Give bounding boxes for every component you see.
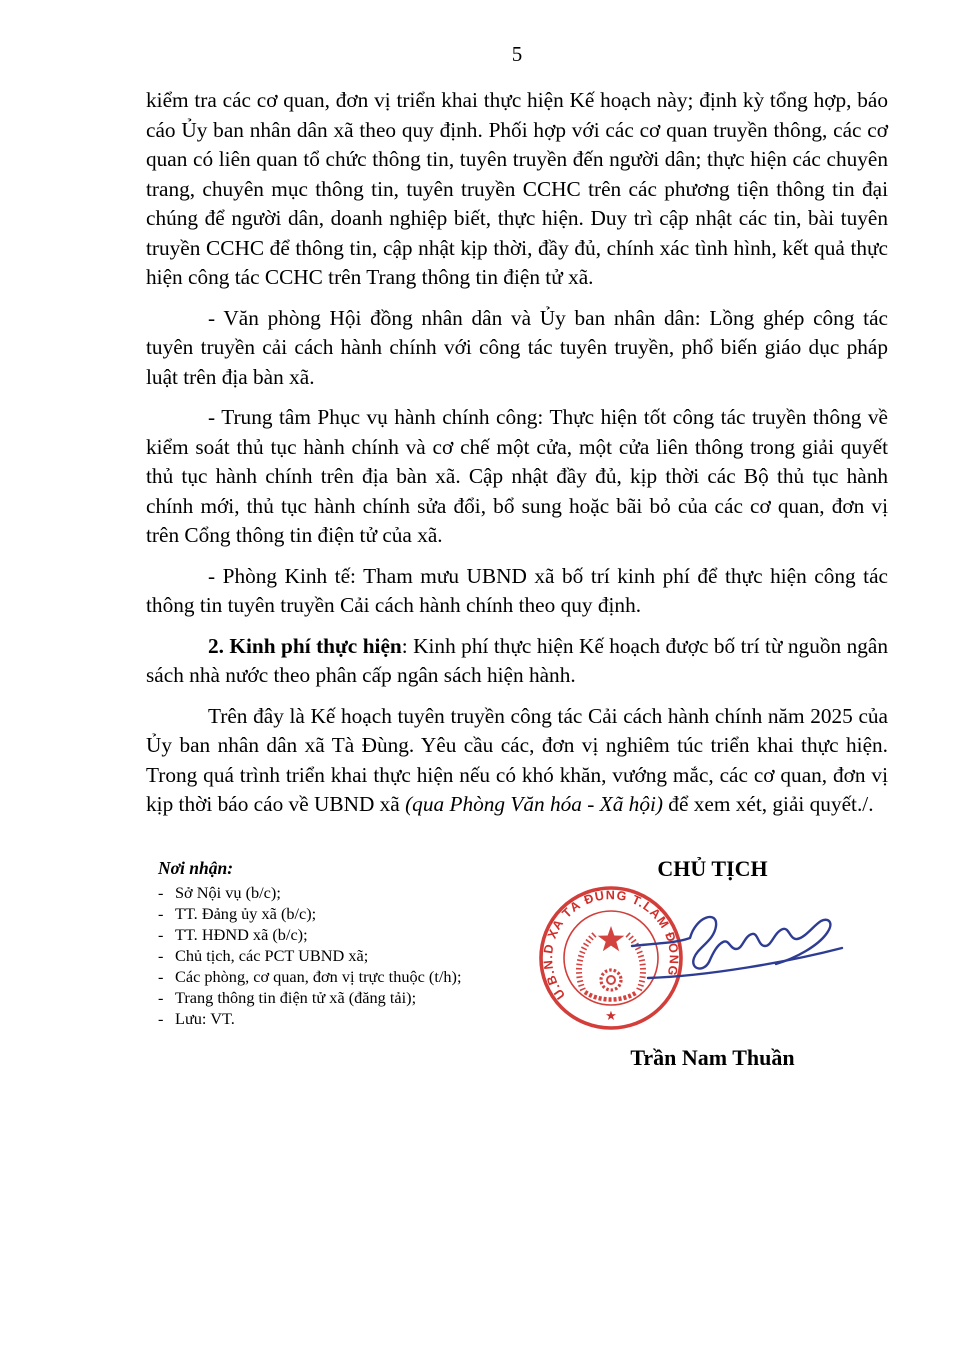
paragraph-trung-tam: - Trung tâm Phục vụ hành chính công: Thực hiện tốt công tác truyền thông về kiểm soát thủ tục hành chính và cơ chế một cửa, một cửa liên thông trong giải quyết thủ tục hành chính trên địa bàn xã. Cập nhật đầy đủ, kịp thời các Bộ thủ tục hành chính mới, thủ tục hành chính sửa đổi, bổ sung hoặc bãi bỏ của các cơ quan, đơn vị trên Cổng thông tin điện tử của xã. bbox=[146, 405, 888, 547]
recipient-text: Các phòng, cơ quan, đơn vị trực thuộc (t/h); bbox=[175, 967, 462, 986]
list-bullet: - bbox=[158, 925, 164, 944]
list-item bbox=[158, 924, 528, 945]
closing-text-start: Trên đây là Kế hoạch tuyên truyền công tác Cải cách hành chính năm 2025 của Ủy ban nhân dân xã Tà Đùng. Yêu cầu các, đơn vị nghiêm túc triển khai thực hiện. Trong quá trình triển khai thực hiện nếu có khó khăn, vướng mắc, các cơ quan, đơn vị kịp thời báo cáo về UBND xã bbox=[146, 703, 888, 816]
paragraph-van-phong: - Văn phòng Hội đồng nhân dân và Ủy ban nhân dân: Lồng ghép công tác tuyên truyền cải cách hành chính với công tác tuyên truyền, phổ biến giáo dục pháp luật trên địa bàn xã. bbox=[146, 305, 888, 389]
closing-text-italic: (qua Phòng Văn hóa - Xã hội) bbox=[405, 792, 663, 816]
seal-arc-text: U.B.N.D XÃ TÀ ĐÙNG T.LÂM ĐỒNG bbox=[541, 888, 681, 1002]
list-bullet: - bbox=[158, 967, 164, 986]
recipients-block bbox=[158, 857, 528, 1029]
signer-title: CHỦ TỊCH bbox=[657, 856, 768, 881]
recipients-list bbox=[158, 882, 528, 1029]
list-bullet: - bbox=[158, 904, 164, 923]
paragraph-closing bbox=[146, 702, 888, 820]
list-item bbox=[158, 882, 528, 903]
paragraph-inspection: kiểm tra các cơ quan, đơn vị triển khai thực hiện Kế hoạch này; định kỳ tổng hợp, báo cáo Ủy ban nhân dân xã theo quy định. Phối hợp với các cơ quan truyền thông, các cơ quan có liên quan tổ chức thông tin, tuyên truyền đến người dân; thực hiện các chuyên trang, chuyên mục thông tin, tuyên truyền CCHC trên các phương tiện thông tin đại chúng để người dân, doanh nghiệp biết, thực hiện. Duy trì cập nhật các tin, bài tuyên truyền CCHC để thông tin, cập nhật kịp thời, đầy đủ, chính xác tình hình, kết quả thực hiện công tác CCHC trên Trang thông tin điện tử xã. bbox=[146, 88, 888, 289]
recipient-text: Lưu: VT. bbox=[175, 1009, 235, 1028]
kinh-phi-heading: 2. Kinh phí thực hiện bbox=[208, 633, 402, 658]
list-item bbox=[158, 945, 528, 966]
paragraph-phong-kinh-te: - Phòng Kinh tế: Tham mưu UBND xã bố trí kinh phí để thực hiện công tác thông tin tuyên truyền Cải cách hành chính theo quy định. bbox=[146, 563, 888, 617]
page-number: 5 bbox=[511, 42, 523, 66]
document-body bbox=[146, 86, 888, 831]
recipient-text: TT. Đảng ủy xã (b/c); bbox=[175, 904, 317, 923]
list-item bbox=[158, 966, 528, 987]
recipient-text: Trang thông tin điện tử xã (đăng tải); bbox=[175, 988, 417, 1007]
paragraph-kinh-phi bbox=[146, 632, 888, 691]
recipients-heading: Nơi nhận: bbox=[158, 858, 234, 878]
recipient-text: Sở Nội vụ (b/c); bbox=[175, 883, 281, 902]
list-item bbox=[158, 1008, 528, 1029]
closing-text-end: để xem xét, giải quyết./. bbox=[662, 792, 874, 816]
list-item bbox=[158, 987, 528, 1008]
seal-star-glyph: ★ bbox=[605, 1008, 617, 1023]
list-bullet: - bbox=[158, 988, 164, 1007]
list-bullet: - bbox=[158, 883, 164, 902]
list-item bbox=[158, 903, 528, 924]
list-bullet: - bbox=[158, 1009, 164, 1028]
recipient-text: Chủ tịch, các PCT UBND xã; bbox=[175, 946, 369, 965]
handwritten-signature bbox=[628, 898, 858, 993]
recipient-text: TT. HĐND xã (b/c); bbox=[175, 925, 308, 944]
signer-name: Trần Nam Thuần bbox=[630, 1045, 795, 1070]
list-bullet: - bbox=[158, 946, 164, 965]
kinh-phi-text: : Kinh phí thực hiện Kế hoạch được bố trí từ nguồn ngân sách nhà nước theo phân cấp ngân sách hiện hành. bbox=[146, 633, 888, 687]
